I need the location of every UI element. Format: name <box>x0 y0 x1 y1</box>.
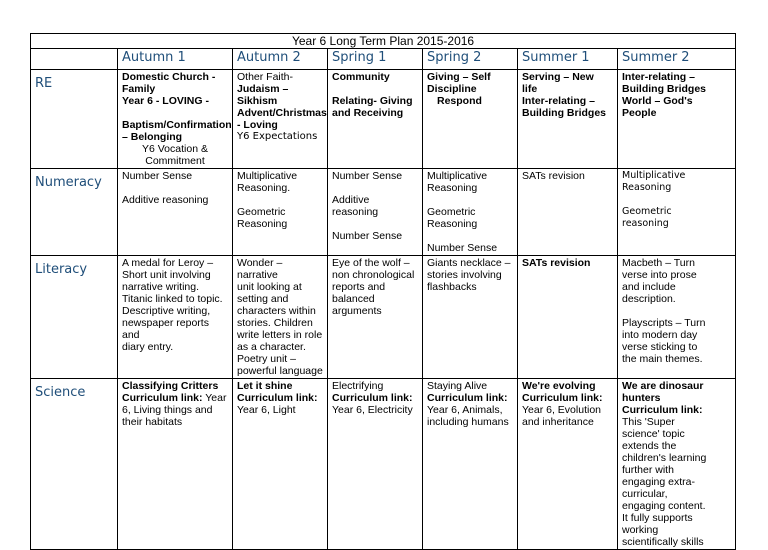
cell-text-line: write letters in role <box>237 329 323 341</box>
science-autumn-2 <box>233 379 328 550</box>
cell-text-line: 6, Living things and <box>122 404 213 416</box>
cell-text-line: People <box>622 107 657 119</box>
row-literacy <box>31 256 736 379</box>
cell-text-line: and include <box>622 281 676 293</box>
cell-text-line: including humans <box>427 416 509 428</box>
cell-text-line: This 'Super <box>622 416 675 428</box>
cell-text-line: reports and <box>332 281 386 293</box>
cell-text-line: Descriptive writing, <box>122 305 211 317</box>
cell-text-line: Number Sense <box>122 170 193 182</box>
cell-text-line: Giants necklace – <box>427 257 511 269</box>
cell-text-line: Inter-relating – <box>522 95 595 107</box>
term-autumn-1: Autumn 1 <box>118 49 233 70</box>
cell-text-line: Wonder – narrative <box>237 257 283 281</box>
term-header-row <box>31 49 736 70</box>
cell-text-line: Eye of the wolf – <box>332 257 410 269</box>
cell-text-line: life <box>522 83 538 95</box>
cell-text-line: Geometric <box>237 206 286 218</box>
numeracy-autumn-2 <box>233 169 328 256</box>
term-spring-1: Spring 1 <box>328 49 423 70</box>
cell-text-line: Additive reasoning <box>122 194 209 206</box>
cell-text-line: Multiplicative <box>427 170 488 182</box>
cell-text-line: verse sticking to <box>622 341 698 353</box>
cell-text-line: Relating- Giving <box>332 95 413 107</box>
cell-text-line: children's learning <box>622 452 707 464</box>
literacy-summer-1 <box>518 256 618 379</box>
cell-text-line: Year 6 - LOVING - <box>122 95 209 107</box>
cell-text-line: Poetry unit – <box>237 353 296 365</box>
cell-text-line: as a character. <box>237 341 306 353</box>
cell-text-line: Electrifying <box>332 380 384 392</box>
literacy-summer-2 <box>618 256 736 379</box>
cell-text-line: verse into prose <box>622 269 697 281</box>
re-autumn-1 <box>118 70 233 169</box>
cell-text-line: extends the <box>622 440 677 452</box>
cell-text-line: stories. Children <box>237 317 313 329</box>
re-summer-2 <box>618 70 736 169</box>
plan-table <box>30 33 736 550</box>
cell-text-line: the main themes. <box>622 353 703 365</box>
cell-text-line: Curriculum link: <box>427 392 508 404</box>
cell-text-line: Number Sense <box>332 230 403 242</box>
cell-text-line: Discipline <box>427 83 477 95</box>
cell-text-line: further with <box>622 464 674 476</box>
cell-text-line: Titanic linked to topic. <box>122 293 223 305</box>
cell-text-line: Other Faith- <box>237 71 294 83</box>
long-term-plan <box>30 33 735 548</box>
corner-cell <box>31 49 118 70</box>
cell-text-line: Multiplicative <box>237 170 298 182</box>
cell-text-line: Playscripts – Turn <box>622 317 706 329</box>
cell-text-line: Short unit involving <box>122 269 211 281</box>
cell-text-line: and Receiving <box>332 107 404 119</box>
cell-text-line: Inter-relating – <box>622 71 695 83</box>
cell-text-line <box>122 392 228 404</box>
cell-text-line: Additive <box>332 194 370 206</box>
cell-text-line: science' topic <box>622 428 685 440</box>
cell-text-line: Judaism – <box>237 83 289 95</box>
numeracy-summer-2 <box>618 169 736 256</box>
cell-text-line: We are dinosaur <box>622 380 704 392</box>
cell-text-line: characters within <box>237 305 316 317</box>
cell-text-line: Number Sense <box>427 242 498 254</box>
cell-text-line: - Loving <box>237 119 278 131</box>
term-summer-1: Summer 1 <box>518 49 618 70</box>
literacy-autumn-2 <box>233 256 328 379</box>
cell-text-line: Let it shine <box>237 380 293 392</box>
cell-text-line: Year 6, Light <box>237 404 296 416</box>
numeracy-spring-2 <box>423 169 518 256</box>
cell-text-line: Multiplicative <box>622 170 686 181</box>
cell-text-line: unit looking at <box>237 281 302 293</box>
cell-text-line: arguments <box>332 305 382 317</box>
cell-text-line: Community <box>332 71 390 83</box>
cell-text-line: Advent/Christmas <box>237 107 327 119</box>
cell-text-line: Macbeth – Turn <box>622 257 695 269</box>
cell-text-line: Year 6, Evolution <box>522 404 602 416</box>
numeracy-summer-1 <box>518 169 618 256</box>
numeracy-autumn-1 <box>118 169 233 256</box>
cell-text-line: reasoning <box>622 218 669 229</box>
term-spring-2: Spring 2 <box>423 49 518 70</box>
cell-text-line: powerful language <box>237 365 323 377</box>
cell-text-line: hunters <box>622 392 661 404</box>
cell-text-line: – Belonging <box>122 131 183 143</box>
subject-re: RE <box>31 70 118 169</box>
cell-text-line: Y6 Expectations <box>237 131 318 142</box>
row-science <box>31 379 736 550</box>
cell-text-line: engaging content. <box>622 500 706 512</box>
cell-text-line: SATs revision <box>522 170 585 182</box>
cell-text-line: Curriculum link: <box>237 392 318 404</box>
cell-text-line: Reasoning. <box>237 182 291 194</box>
science-spring-1 <box>328 379 423 550</box>
cell-text-line: Serving – New <box>522 71 594 83</box>
cell-text-line: We're evolving <box>522 380 596 392</box>
cell-text-line: Number Sense <box>332 170 403 182</box>
cell-text-line: Commitment <box>145 155 205 167</box>
cell-text-line: Geometric <box>427 206 476 218</box>
cell-text-line: It fully supports <box>622 512 693 524</box>
cell-text-line: and inheritance <box>522 416 594 428</box>
cell-text-line: Y6 Vocation & <box>142 143 208 155</box>
row-re <box>31 70 736 169</box>
science-summer-1 <box>518 379 618 550</box>
cell-text-line: SATs revision <box>522 257 591 269</box>
cell-text-line: scientifically skills <box>622 536 704 548</box>
cell-text-line: Building Bridges <box>622 83 706 95</box>
re-autumn-2 <box>233 70 328 169</box>
cell-text-line: reasoning <box>332 206 379 218</box>
re-spring-2 <box>423 70 518 169</box>
cell-text-line: Staying Alive <box>427 380 488 392</box>
cell-text-line: narrative writing. <box>122 281 200 293</box>
cell-text-line: Reasoning <box>622 182 672 193</box>
literacy-spring-2 <box>423 256 518 379</box>
cell-text-line: setting and <box>237 293 289 305</box>
cell-text-line: Domestic Church - <box>122 71 216 83</box>
cell-text-line: Curriculum link: <box>622 404 703 416</box>
cell-text-line: diary entry. <box>122 341 174 353</box>
cell-text-line: stories involving <box>427 269 502 281</box>
cell-text-line: Family <box>122 83 156 95</box>
subject-numeracy: Numeracy <box>31 169 118 256</box>
term-summer-2: Summer 2 <box>618 49 736 70</box>
literacy-spring-1 <box>328 256 423 379</box>
cell-text-line: Year 6, Animals, <box>427 404 503 416</box>
cell-text-line: curricular, <box>622 488 668 500</box>
numeracy-spring-1 <box>328 169 423 256</box>
subject-science: Science <box>31 379 118 550</box>
row-numeracy <box>31 169 736 256</box>
cell-text-line: engaging extra- <box>622 476 695 488</box>
cell-text-line: flashbacks <box>427 281 477 293</box>
literacy-autumn-1 <box>118 256 233 379</box>
cell-text-line: description. <box>622 293 676 305</box>
cell-text-line: Respond <box>437 95 482 107</box>
cell-text-line: balanced <box>332 293 375 305</box>
plan-title: Year 6 Long Term Plan 2015-2016 <box>31 34 736 49</box>
cell-text-line: Curriculum link: <box>332 392 413 404</box>
cell-text-span: Curriculum link: <box>122 392 203 404</box>
re-spring-1 <box>328 70 423 169</box>
subject-literacy: Literacy <box>31 256 118 379</box>
re-summer-1 <box>518 70 618 169</box>
cell-text-line: Year 6, Electricity <box>332 404 413 416</box>
cell-text-line: Reasoning <box>427 218 478 230</box>
science-summer-2 <box>618 379 736 550</box>
cell-text-line: Geometric <box>622 206 672 217</box>
cell-text-line: Baptism/Confirmation <box>122 119 232 131</box>
cell-text-line: Sikhism <box>237 95 278 107</box>
cell-text-line: into modern day <box>622 329 698 341</box>
cell-text-line: Classifying Critters <box>122 380 219 392</box>
cell-text-line: working <box>622 524 659 536</box>
cell-text-line: Reasoning <box>237 218 288 230</box>
cell-text-line: Reasoning <box>427 182 478 194</box>
cell-text-line: A medal for Leroy – <box>122 257 214 269</box>
cell-text-line: Giving – Self <box>427 71 491 83</box>
cell-text-line: non chronological <box>332 269 415 281</box>
cell-text-span: Year <box>202 392 227 404</box>
cell-text-line: newspaper reports and <box>122 317 209 341</box>
cell-text-line: Curriculum link: <box>522 392 603 404</box>
cell-text-line: World – God's <box>622 95 693 107</box>
science-spring-2 <box>423 379 518 550</box>
cell-text-line: their habitats <box>122 416 183 428</box>
term-autumn-2: Autumn 2 <box>233 49 328 70</box>
cell-text-line: Building Bridges <box>522 107 606 119</box>
science-autumn-1 <box>118 379 233 550</box>
